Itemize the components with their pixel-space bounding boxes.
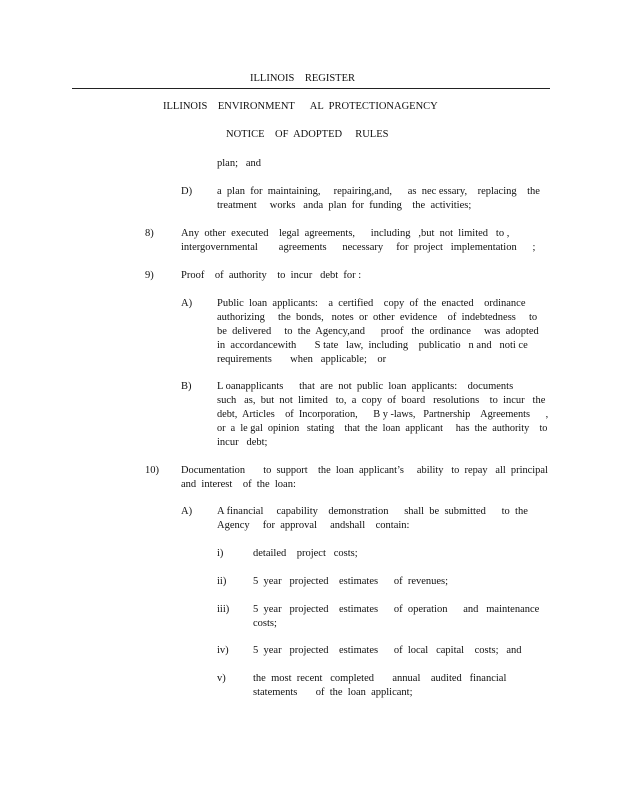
item-9a-line-3: be delivered to the Agency,and proof the ordinance was adopted: [217, 326, 539, 337]
item-10-line-1: Documentation to support the loan applicant’s ability to repay all principal: [181, 465, 548, 476]
item-9b-line-3: debt, Articles of Incorporation, B y -laws, Partnership Agreements ,: [217, 409, 549, 420]
header-agency: ILLINOIS ENVIRONMENT AL PROTECTIONAGENCY: [163, 101, 438, 112]
item-9b-marker: B): [181, 381, 192, 392]
item-9a-marker: A): [181, 298, 193, 309]
header-notice: NOTICE OF ADOPTED RULES: [226, 129, 389, 140]
item-d-line-2: treatment works anda plan for funding the activities;: [217, 200, 472, 211]
item-9b-line-5: incur debt;: [217, 437, 268, 448]
item-v-line-1: the most recent completed annual audited financial: [253, 673, 507, 684]
item-10-line-2: and interest of the loan:: [181, 479, 296, 490]
item-10a-line-1: A financial capability demonstration shall be submitted to the: [217, 506, 528, 517]
item-c-continuation: plan; and: [217, 158, 262, 169]
item-iii-marker: iii): [217, 604, 230, 615]
item-i-text: detailed project costs;: [253, 548, 358, 559]
item-ii-marker: ii): [217, 576, 227, 587]
item-d-marker: D): [181, 186, 193, 197]
item-ii-text: 5 year projected estimates of revenues;: [253, 576, 449, 587]
item-10a-marker: A): [181, 506, 193, 517]
item-9b-line-1: L oanapplicants that are not public loan applicants: documents: [217, 381, 514, 392]
item-10-marker: 10): [145, 465, 159, 476]
item-d-line-1: a plan for maintaining, repairing,and, as nec essary, replacing the: [217, 186, 540, 197]
item-v-marker: v): [217, 673, 226, 684]
item-v-line-2: statements of the loan applicant;: [253, 687, 413, 698]
item-9a-line-2: authorizing the bonds, notes or other evidence of indebtedness to: [217, 312, 538, 323]
header-rule: [72, 88, 550, 89]
item-8-line-1: Any other executed legal agreements, including ,but not limited to ,: [181, 228, 510, 239]
item-iv-marker: iv): [217, 645, 229, 656]
item-8-marker: 8): [145, 228, 154, 239]
item-9a-line-1: Public loan applicants: a certified copy of the enacted ordinance: [217, 298, 526, 309]
item-9a-line-4: in accordancewith S tate law, including publicatio n and noti ce: [217, 340, 528, 351]
header-register: ILLINOIS REGISTER: [250, 73, 355, 84]
item-9a-line-5: requirements when applicable; or: [217, 354, 387, 365]
item-9b-line-2: such as, but not limited to, a copy of board resolutions to incur the: [217, 395, 546, 406]
item-10a-line-2: Agency for approval andshall contain:: [217, 520, 410, 531]
item-9b-line-4: or a le gal opinion stating that the loan applicant has the authority to: [217, 423, 548, 434]
item-i-marker: i): [217, 548, 224, 559]
item-iv-text: 5 year projected estimates of local capital costs; and: [253, 645, 522, 656]
item-9-line-1: Proof of authority to incur debt for :: [181, 270, 362, 281]
item-iii-line-1: 5 year projected estimates of operation and maintenance: [253, 604, 540, 615]
item-8-line-2: intergovernmental agreements necessary for project implementation ;: [181, 242, 536, 253]
item-9-marker: 9): [145, 270, 154, 281]
item-iii-line-2: costs;: [253, 618, 277, 629]
